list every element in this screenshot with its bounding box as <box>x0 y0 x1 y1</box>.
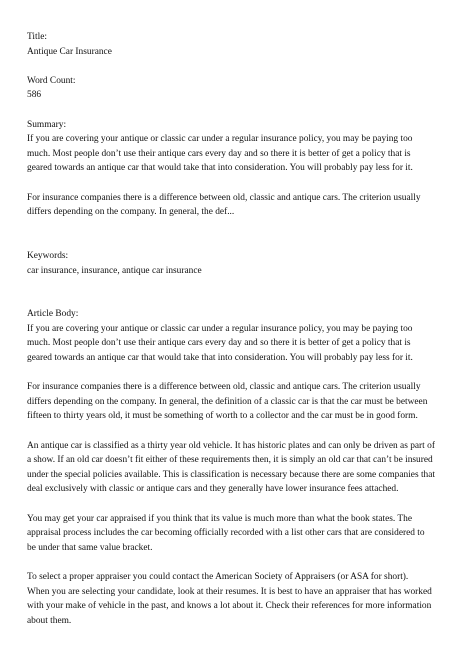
text-line: fifteen to thirty years old, it must be something of worth to a collector and the car must be in good form. <box>27 411 418 422</box>
text-line: When you are selecting your candidate, look at their resumes. It is best to have an appraiser that has worked <box>27 586 432 597</box>
title-value: Antique Car Insurance <box>27 46 112 57</box>
summary-paragraph-1 <box>27 132 447 176</box>
keywords-value: car insurance, insurance, antique car insurance <box>27 265 202 276</box>
text-line: under the special policies available. This is classification is necessary because there are some companies that <box>27 469 436 480</box>
spacer <box>27 176 447 191</box>
text-line: with your make of vehicle in the past, and knows a lot about it. Check their references for more information <box>27 601 432 612</box>
text-line: For insurance companies there is a difference between old, classic and antique cars. The criterion usually <box>27 192 421 203</box>
text-line: deal exclusively with classic or antique cars and they generally have lower insurance fees attached. <box>27 484 399 495</box>
text-line: differs depending on the company. In general, the definition of a classic car is that the car must be between <box>27 396 428 407</box>
text-line: geared towards an antique car that would take that into consideration. You will probably pay less for it. <box>27 353 413 364</box>
spacer <box>27 497 447 512</box>
text-line: For insurance companies there is a difference between old, classic and antique cars. The criterion usually <box>27 382 421 393</box>
article-paragraph-2 <box>27 380 447 424</box>
text-line: If you are covering your antique or classic car under a regular insurance policy, you may be paying too <box>27 323 413 334</box>
text-line: An antique car is classified as a thirty year old vehicle. It has historic plates and can only be driven as part of <box>27 440 435 451</box>
spacer <box>27 220 447 249</box>
text-line: appraisal process includes the car becoming officially recorded with a list other cars that are considered to <box>27 528 425 539</box>
article-paragraph-4 <box>27 512 447 556</box>
text-line: geared towards an antique car that would take that into consideration. You will probably pay less for it. <box>27 163 413 174</box>
text-line: If you are covering your antique or classic car under a regular insurance policy, you may be paying too <box>27 134 413 145</box>
spacer <box>27 278 447 307</box>
text-line: You may get your car appraised if you think that its value is much more than what the book states. The <box>27 513 412 524</box>
summary-paragraph-2 <box>27 191 447 220</box>
text-line: a show. If an old car doesn’t fit either of these requirements then, it is simply an old car that can’t be insured <box>27 455 433 466</box>
word-count-value: 586 <box>27 90 42 101</box>
document-page <box>27 30 447 628</box>
spacer <box>27 366 447 381</box>
article-paragraph-1 <box>27 322 447 366</box>
text-line: be under that same value bracket. <box>27 542 153 553</box>
spacer <box>27 103 447 118</box>
text-line: much. Most people don’t use their antique cars every day and so there it is better of get a policy that is <box>27 148 411 159</box>
spacer <box>27 555 447 570</box>
article-paragraph-5 <box>27 570 447 628</box>
article-paragraph-3 <box>27 439 447 497</box>
text-line: much. Most people don’t use their antique cars every day and so there it is better of get a policy that is <box>27 338 411 349</box>
spacer <box>27 424 447 439</box>
keywords-label: Keywords: <box>27 250 69 261</box>
summary-label: Summary: <box>27 119 67 130</box>
spacer <box>27 59 447 74</box>
text-line: differs depending on the company. In general, the def... <box>27 207 235 218</box>
title-label: Title: <box>27 32 47 42</box>
word-count-label: Word Count: <box>27 75 76 86</box>
article-body-label: Article Body: <box>27 309 79 320</box>
text-line: about them. <box>27 615 72 626</box>
text-line: To select a proper appraiser you could contact the American Society of Appraisers (or ASA for short). <box>27 571 409 582</box>
